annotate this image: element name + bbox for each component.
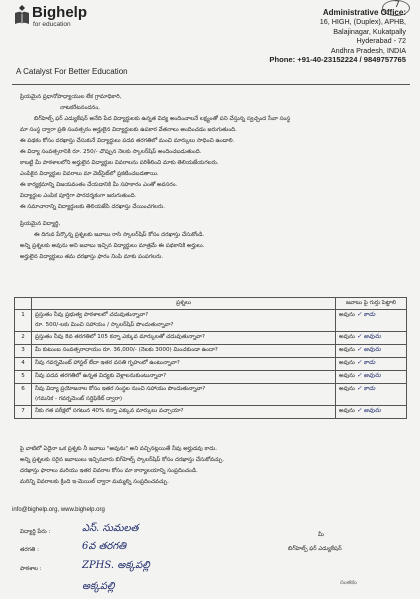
school-value: ZPHS. అక్కపల్లి	[82, 560, 150, 571]
brand-motto: A Catalyst For Better Education	[16, 67, 128, 76]
question-line: నీవు విద్యా ప్రయోజనాల కోసం ఇతర సంస్థల నుంచి సహాయం పొందుతున్నావా?	[35, 385, 206, 392]
paragraph-line: అన్ని ప్రశ్నలకు అవును అని జవాబు ఇచ్చిన విద్యార్థులు మాత్రమే ఈ పథకానికి అర్హులు.	[20, 243, 205, 249]
question-text	[32, 331, 336, 344]
handwritten-answer: ✓ అవును	[356, 406, 381, 414]
question-text	[32, 357, 336, 370]
question-text	[32, 309, 336, 331]
paragraph-line: ఈ కార్యక్రమాన్ని విజయవంతం చేయడానికి మీ సహకారం ఎంతో అవసరం.	[20, 182, 178, 188]
office-phone: Phone: +91-40-23152224 / 9849757765	[269, 55, 406, 65]
answer-yes-option[interactable]: అవును	[339, 372, 355, 379]
question-line: ప్రస్తుతం నీవు ప్రభుత్వ పాఠశాలలో చదువుతున్నావా?	[35, 311, 149, 318]
name-value: ఎస్. సుమలత	[82, 523, 139, 534]
office-line: Andhra Pradesh, INDIA	[330, 45, 406, 55]
bighelp-logo	[14, 4, 30, 26]
student-salutation: ప్రియమైన విద్యార్థి,	[20, 221, 61, 227]
brand-name: Bighelp	[32, 4, 87, 21]
answer-yes-option[interactable]: అవును	[339, 333, 355, 340]
question-text	[32, 344, 336, 357]
handwritten-answer: ✓ కాదు	[356, 358, 376, 366]
brand-subtitle: for education	[33, 21, 71, 28]
answer-cell[interactable]	[336, 357, 407, 370]
handwritten-answer: ✓ కాదు	[356, 384, 376, 392]
question-text	[32, 405, 336, 418]
school-label: పాఠశాల :	[20, 566, 42, 572]
table-row	[15, 331, 407, 344]
handwritten-answer: ✓ అవును	[356, 345, 381, 353]
question-number: 7	[15, 405, 32, 418]
question-number: 2	[15, 331, 32, 344]
question-line: నీవు పదవ తరగతిలో ఉన్నత విద్యకు వెళ్లాలనుకుంటున్నావా?	[35, 372, 167, 379]
answer-cell[interactable]	[336, 331, 407, 344]
question-number: 6	[15, 383, 32, 405]
office-line: Hyderabad - 72	[356, 36, 406, 46]
paragraph-line: బిగ్‌హెల్ప్ ఫర్ ఎడ్యుకేషన్ అనేది పేద విద్యార్థులకు ఉన్నత విద్య అందించాలనే లక్ష్యంతో పని చేస్తున్న స్వచ్ఛంద సేవా సంస్థ	[34, 116, 291, 122]
question-number: 1	[15, 309, 32, 331]
header-cell-questions: ప్రశ్నలు	[32, 298, 336, 310]
answer-cell[interactable]	[336, 370, 407, 383]
paragraph-line: అర్హులైన విద్యార్థులు తమ దరఖాస్తు ఫారం నింపి మాకు పంపగలరు.	[20, 254, 164, 260]
paragraph-line: ఈ విద్యా సంవత్సరానికి రూ. 250/- చొప్పున నెలకు స్కాలర్‌షిప్ అందించబడుతుంది.	[20, 149, 202, 155]
class-label: తరగతి :	[20, 547, 39, 553]
paragraph-line: అన్ని ప్రశ్నలకు సరైన జవాబులు ఇచ్చినవారు బిగ్‌హెల్ప్ స్కాలర్‌షిప్ కోసం దరఖాస్తు చేసుకోవచ్చు.	[20, 457, 225, 463]
question-line: నీవు గవర్నమెంట్ హాస్టల్ లేదా ఇతర వసతి గృహంలో ఉంటున్నావా?	[35, 359, 180, 366]
question-subline: (గమనిక - గవర్నమెంట్ సర్టిఫికేట్ ద్వారా)	[35, 396, 123, 403]
paragraph-line: మరిన్ని వివరాలకు క్రింది ఇ-మెయిల్ ద్వారా మమ్మల్ని సంప్రదించవచ్చు.	[20, 479, 169, 485]
office-line: Balajinagar, Kukatpally	[333, 26, 406, 36]
table-row	[15, 405, 407, 418]
from-organisation: బిగ్‌హెల్ప్ ఫర్ ఎడ్యుకేషన్	[288, 546, 342, 552]
answer-yes-option[interactable]: అవును	[339, 346, 355, 353]
table-row	[15, 357, 407, 370]
handwritten-answer: ✓ కాదు	[356, 310, 376, 318]
answer-yes-option[interactable]: అవును	[339, 359, 355, 366]
question-line: మీ కుటుంబ సంవత్సరాదాయం రూ. 36,000/- (నెలకు 3000) మించకుండా ఉందా?	[35, 346, 218, 353]
question-number: 4	[15, 357, 32, 370]
header-cell-no	[15, 298, 32, 310]
answer-yes-option[interactable]: అవును	[339, 407, 355, 414]
paragraph-line: ఈ దిగువ పేర్కొన్న ప్రశ్నలకు జవాబు రాసి స్కాలర్‌షిప్ కోసం దరఖాస్తు చేసుకోండి.	[34, 232, 205, 238]
paragraph-line: ఈ పథకం కోసం దరఖాస్తు చేసుకునే విద్యార్థులు పదవ తరగతిలో మంచి మార్కులు సాధించి ఉండాలి.	[20, 138, 235, 144]
signature-label: సంతకం	[340, 580, 357, 586]
table-header-row	[15, 298, 407, 310]
paragraph-line: ఈ సమాచారాన్ని విద్యార్థులకు తెలియజేసి దరఖాస్తు చేయించగలరు.	[20, 204, 166, 210]
answer-cell[interactable]	[336, 309, 407, 331]
office-address	[246, 8, 406, 64]
answer-cell[interactable]	[336, 405, 407, 418]
contact-email: info@bighelp.org, www.bighelp.org	[12, 507, 105, 513]
office-title: Administrative Office:	[322, 8, 406, 17]
salutation: ప్రియమైన ప్రధానోపాధ్యాయుల లేక గ్రామాధికారి,	[20, 94, 122, 100]
question-text	[32, 370, 336, 383]
question-number: 3	[15, 344, 32, 357]
table-row	[15, 344, 407, 357]
village-value: అక్కపల్లి	[82, 581, 115, 592]
from-label: మీ	[318, 532, 324, 538]
question-line: ప్రస్తుతం నీవు 8వ తరగతిలో 105 కన్నా ఎక్కువ మార్కులతో చదువుతున్నావా?	[35, 333, 205, 340]
paragraph-line: దరఖాస్తు ఫారాలు మరియు ఇతర వివరాల కోసం మా కార్యాలయాన్ని సంప్రదించండి.	[20, 468, 198, 474]
office-line: 16, HIGH, (Duplex), APHB,	[319, 17, 406, 27]
paragraph-line: కాబట్టి మీ పాఠశాలలోని అర్హులైన విద్యార్థుల వివరాలను పరిశీలించి మాకు తెలియజేయగలరు.	[20, 160, 219, 166]
corner-number: 7	[394, 0, 400, 10]
question-subline: రూ. 500/-లకు మించి సహాయం / స్కాలర్‌షిప్ పొందుతున్నావా?	[35, 322, 174, 329]
eligibility-table	[14, 297, 407, 419]
table-row	[15, 383, 407, 405]
class-value: 6వ తరగతి	[82, 541, 127, 552]
paragraph-line: ఎంపికైన విద్యార్థుల వివరాలు మా వెబ్‌సైట్‌లో ప్రకటించబడతాయి.	[20, 171, 159, 177]
greeting: నాటకరేటనందనం,	[60, 105, 100, 111]
question-line: నీకు గత పరీక్షలో సగటున 40% కన్నా ఎక్కువ మార్కులు వచ్చాయా?	[35, 407, 184, 414]
name-label: విద్యార్థి పేరు :	[20, 529, 51, 535]
header-cell-answer: జవాబు పై గుర్తు పెట్టాలి	[336, 298, 407, 310]
answer-cell[interactable]	[336, 383, 407, 405]
table-row	[15, 309, 407, 331]
paragraph-line: మా సంస్థ ద్వారా ప్రతి సంవత్సరం అర్హులైన విద్యార్థులకు ఉపకార వేతనాలు అందించడం జరుగుతుంది.	[20, 127, 237, 133]
header-divider	[12, 84, 410, 85]
table-row	[15, 370, 407, 383]
answer-yes-option[interactable]: అవును	[339, 385, 355, 392]
question-text	[32, 383, 336, 405]
question-number: 5	[15, 370, 32, 383]
handwritten-answer: ✓ అవును	[356, 371, 381, 379]
handwritten-answer: ✓ అవును	[356, 332, 381, 340]
answer-cell[interactable]	[336, 344, 407, 357]
paragraph-line: పై వాటిలో ఏదైనా ఒక ప్రశ్నకు నీ జవాబు "అవును" అని వచ్చినట్లయితే నీవు అర్హుడవు కాదు.	[20, 446, 218, 452]
paragraph-line: విద్యార్థుల ఎంపిక పూర్తిగా పారదర్శకంగా జరుగుతుంది.	[20, 193, 137, 199]
answer-yes-option[interactable]: అవును	[339, 311, 355, 318]
